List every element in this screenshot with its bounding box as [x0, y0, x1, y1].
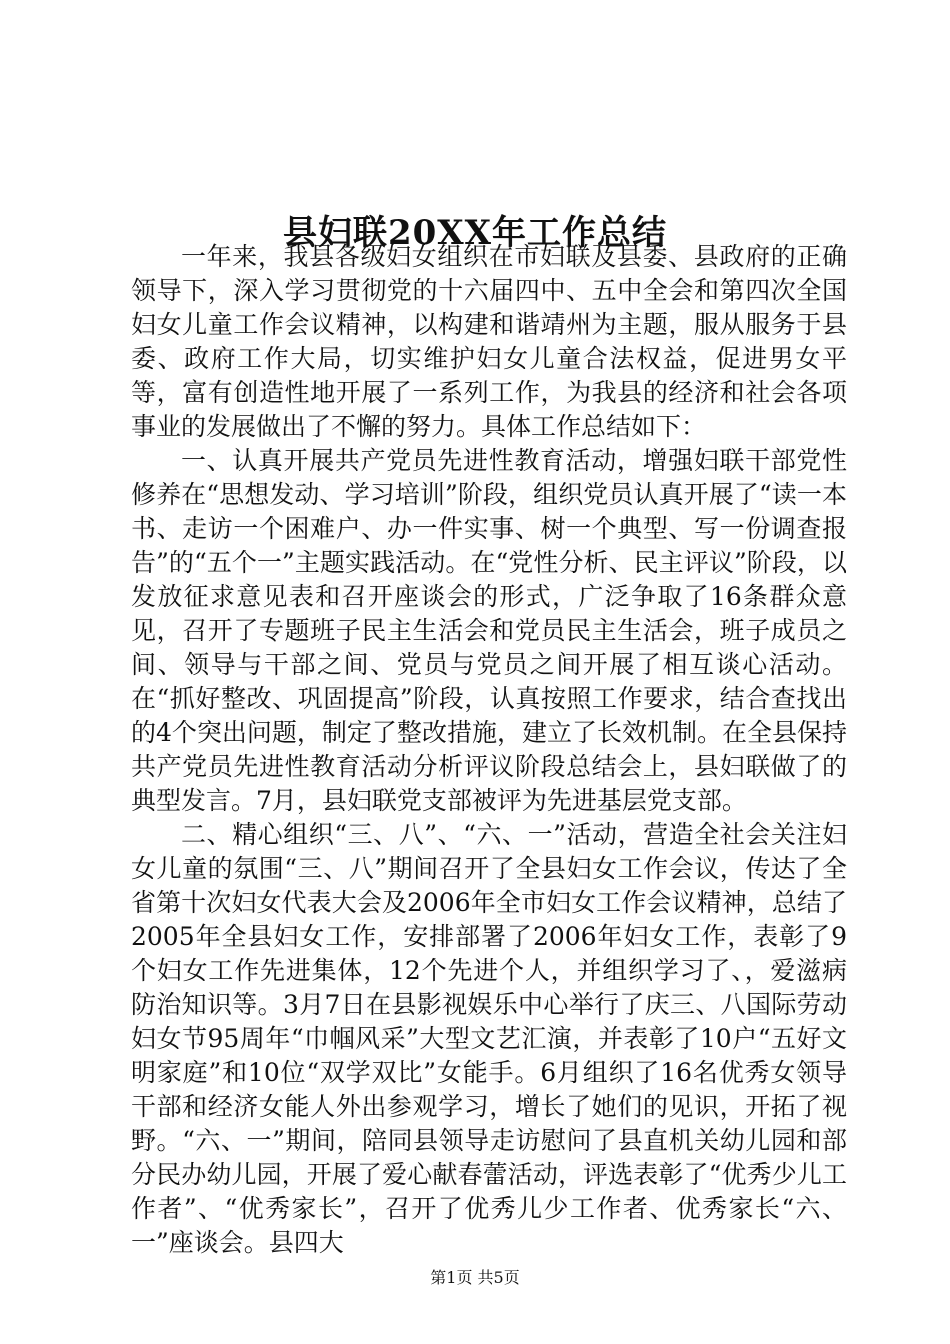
document-title: 县妇联20XX年工作总结: [282, 212, 668, 253]
paragraph-intro: 一年来，我县各级妇女组织在市妇联及县委、县政府的正确领导下，深入学习贯彻党的十六届四中、五中全会和第四次全国妇女儿童工作会议精神，以构建和谐靖州为主题，服从服务于县委、政府工作大局，切实维护妇女儿童合法权益，促进男女平等，富有创造性地开展了一系列工作，为我县的经济和社会各项事业的发展做出了不懈的努力。具体工作总结如下：: [131, 242, 847, 441]
page-footer: 第1页 共5页: [430, 1268, 520, 1287]
paragraph-section-one: 一、认真开展共产党员先进性教育活动，增强妇联干部党性修养在“思想发动、学习培训”阶段，组织党员认真开展了“读一本书、走访一个困难户、办一件实事、树一个典型、写一份调查报告”的“五个一”主题实践活动。在“党性分析、民主评议”阶段，以发放征求意见表和召开座谈会的形式，广泛争取了16条群众意见，召开了专题班子民主生活会和党员民主生活会，班子成员之间、领导与干部之间、党员与党员之间开展了相互谈心活动。在“抓好整改、巩固提高”阶段，认真按照工作要求，结合查找出的4个突出问题，制定了整改措施，建立了长效机制。在全县保持共产党员先进性教育活动分析评议阶段总结会上，县妇联做了的典型发言。7月，县妇联党支部被评为先进基层党支部。: [131, 446, 847, 815]
document-body: [131, 240, 847, 1260]
paragraph-section-two: 二、精心组织“三、八”、“六、一”活动，营造全社会关注妇女儿童的氛围“三、八”期间召开了全县妇女工作会议，传达了全省第十次妇女代表大会及2006年全市妇女工作会议精神，总结了2005年全县妇女工作，安排部署了2006年妇女工作，表彰了9个妇女工作先进集体，12个先进个人，并组织学习了、，爱滋病防治知识等。3月7日在县影视娱乐中心举行了庆三、八国际劳动妇女节95周年“巾帼风采”大型文艺汇演，并表彰了10户“五好文明家庭”和10位“双学双比”女能手。6月组织了16名优秀女领导干部和经济女能人外出参观学习，增长了她们的见识，开拓了视野。“六、一”期间，陪同县领导走访慰问了县直机关幼儿园和部分民办幼儿园，开展了爱心献春蕾活动，评选表彰了“优秀少儿工作者”、“优秀家长”，召开了优秀儿少工作者、优秀家长“六、一”座谈会。县四大: [131, 820, 847, 1257]
